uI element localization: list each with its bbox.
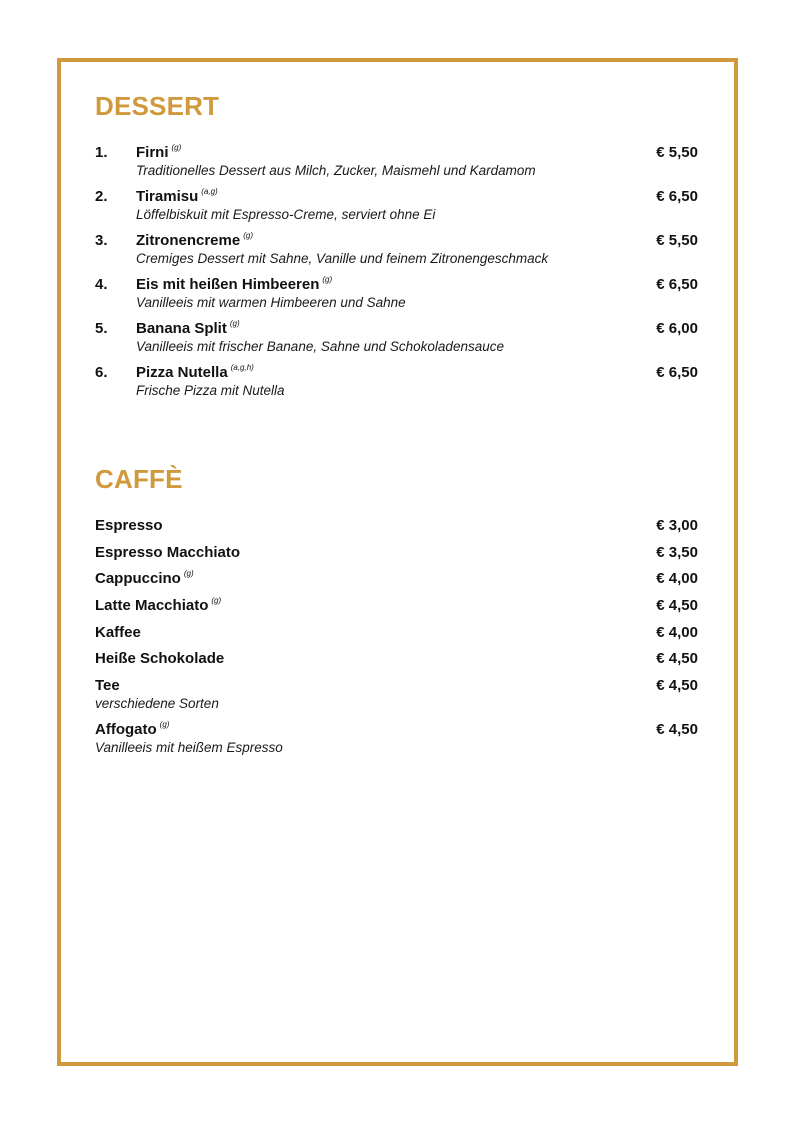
item-number: 2. <box>95 188 108 205</box>
item-price: € 5,50 <box>656 144 698 161</box>
item-description: Vanilleeis mit warmen Himbeeren und Sahne <box>136 295 406 310</box>
item-name: Espresso Macchiato <box>95 544 241 561</box>
item-name: Latte Macchiato $^{(g)}$ <box>95 596 222 614</box>
item-price: € 6,00 <box>656 320 698 337</box>
item-name: Espresso <box>95 517 163 534</box>
item-price: € 4,50 <box>656 650 698 667</box>
item-number: 5. <box>95 320 108 337</box>
item-price: € 4,50 <box>656 677 698 694</box>
item-name: Affogato $^{(g)}$ <box>95 720 170 738</box>
item-name: Banana Split $^{(g)}$ <box>136 319 240 337</box>
caffe-section-title: CAFFÈ <box>95 464 183 494</box>
item-name: Zitronencreme $^{(g)}$ <box>136 231 253 249</box>
item-price: € 3,00 <box>656 517 698 534</box>
allergen-code: (g) <box>211 596 222 605</box>
item-name: Firni $^{(g)}$ <box>136 143 182 161</box>
allergen-code: (g) <box>171 143 182 152</box>
item-price: € 4,00 <box>656 570 698 587</box>
item-number: 4. <box>95 276 108 293</box>
item-name: Tee <box>95 677 120 694</box>
dessert-section-title: DESSERT <box>95 91 220 121</box>
item-description: verschiedene Sorten <box>95 696 219 711</box>
item-name: Pizza Nutella $^{(a,g,h)}$ <box>136 363 254 381</box>
item-name: Kaffee <box>95 624 141 641</box>
item-price: € 4,00 <box>656 624 698 641</box>
item-description: Frische Pizza mit Nutella <box>136 383 285 398</box>
allergen-code: (g) <box>229 319 240 328</box>
item-price: € 6,50 <box>656 276 698 293</box>
allergen-code: (g) <box>243 231 253 240</box>
allergen-code: (g) <box>322 275 333 284</box>
item-name: Eis mit heißen Himbeeren $^{(g)}$ <box>136 275 333 293</box>
item-price: € 6,50 <box>656 364 698 381</box>
item-name: Cappuccino $^{(g)}$ <box>95 569 194 587</box>
item-description: Cremiges Dessert mit Sahne, Vanille und feinem Zitronengeschmack <box>136 251 549 266</box>
item-price: € 4,50 <box>656 721 698 738</box>
allergen-code: (g) <box>159 720 170 729</box>
item-number: 6. <box>95 364 108 381</box>
item-price: € 6,50 <box>656 188 698 205</box>
allergen-code: (a,g) <box>201 187 218 196</box>
item-price: € 4,50 <box>656 597 698 614</box>
allergen-code: (g) <box>183 569 194 578</box>
item-description: Löffelbiskuit mit Espresso-Creme, serviert ohne Ei <box>136 207 436 222</box>
item-description: Vanilleeis mit frischer Banane, Sahne und Schokoladensauce <box>136 339 504 354</box>
allergen-code: (a,g,h) <box>230 363 254 372</box>
item-name: Tiramisu $^{(a,g)}$ <box>136 187 218 205</box>
item-name: Heiße Schokolade <box>95 650 225 667</box>
item-number: 3. <box>95 232 108 249</box>
item-number: 1. <box>95 144 108 161</box>
item-description: Traditionelles Dessert aus Milch, Zucker, Maismehl und Kardamom <box>136 163 536 178</box>
item-price: € 3,50 <box>656 544 698 561</box>
item-price: € 5,50 <box>656 232 698 249</box>
item-description: Vanilleeis mit heißem Espresso <box>95 740 283 755</box>
